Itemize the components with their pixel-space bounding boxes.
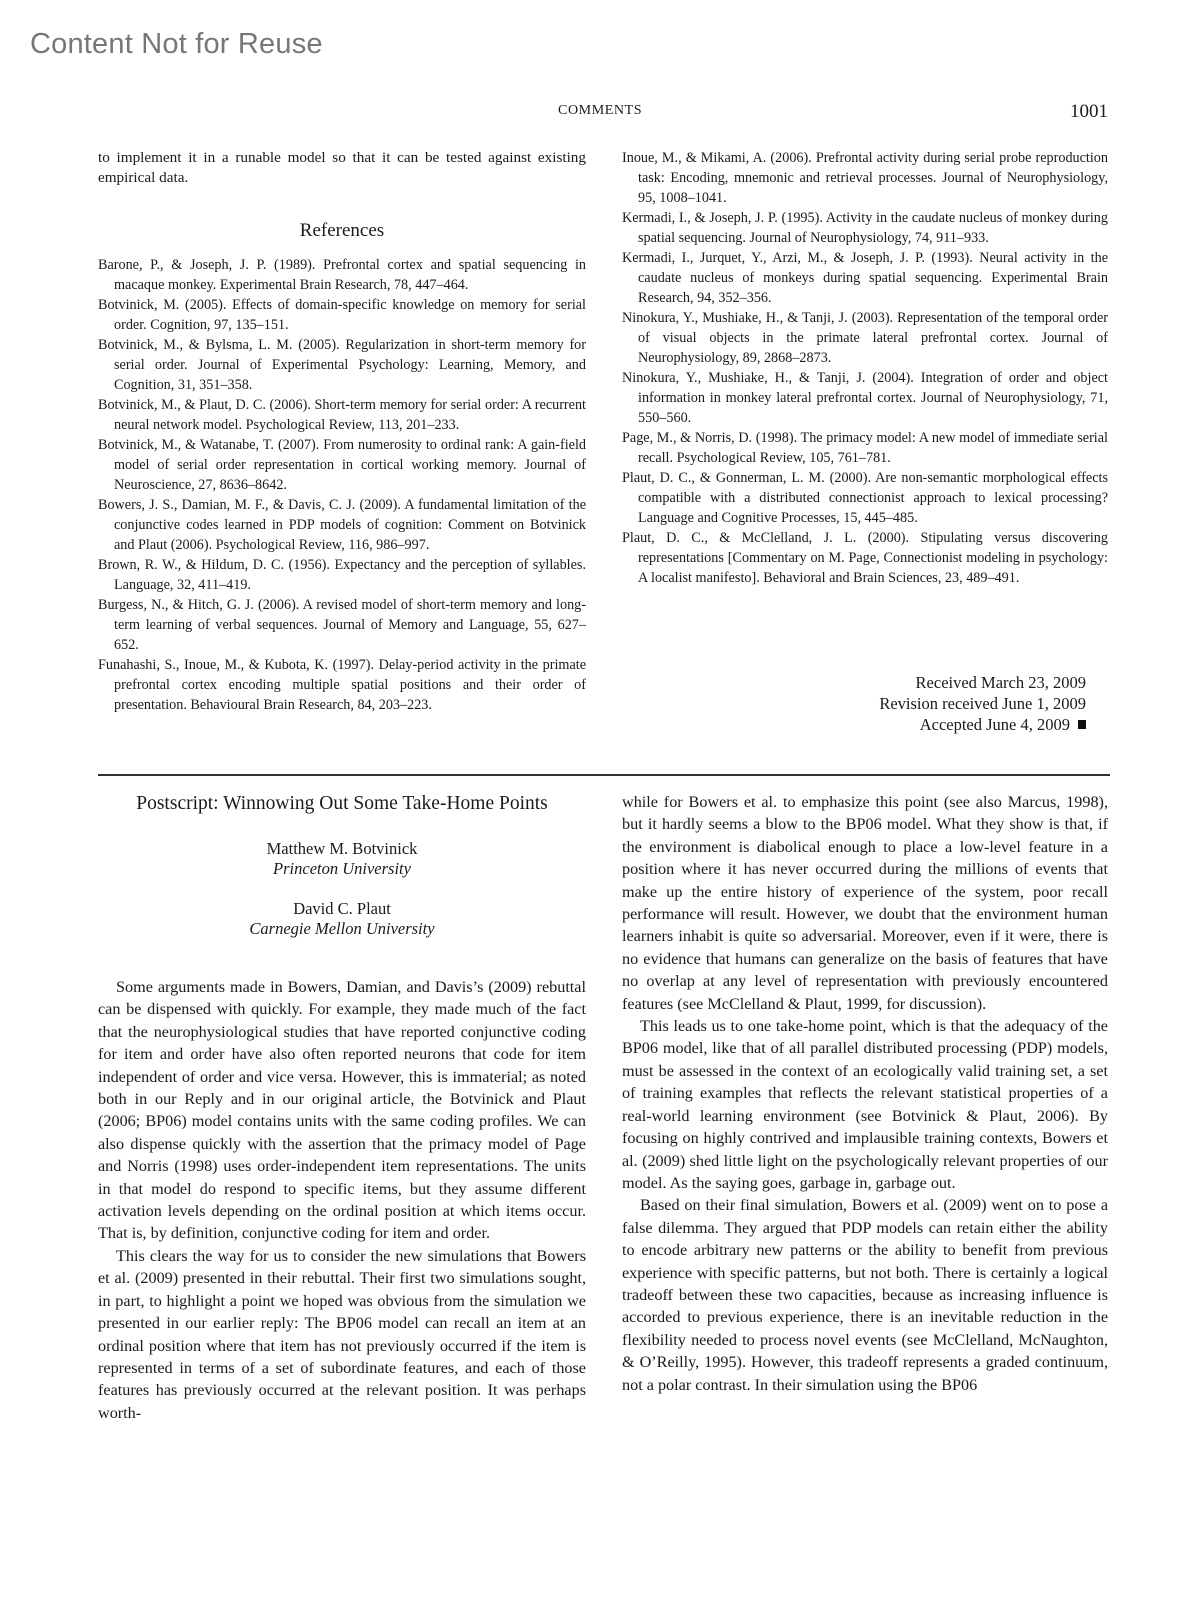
end-mark-icon [1078,720,1086,729]
body-paragraph: This leads us to one take-home point, which is that the adequacy of the BP06 model, like that of all parallel distributed processing (PDP) models, must be assessed in the context of an ecologically valid training set, a set of training examples that reflects the relevant statistical properties of a real-world learning environment (see Botvinick & Plaut, 2006). By focusing on highly contrived and implausible training contexts, Bowers et al. (2009) shed little light on the psychologically relevant properties of our model. As the saying goes, garbage in, garbage out. [622,1017,1108,1192]
postscript-left-column [98,793,586,1424]
received-date: Received March 23, 2009 [915,673,1086,692]
reference-item: Ninokura, Y., Mushiake, H., & Tanji, J. (2003). Representation of the temporal order of visual objects in the primate lateral prefrontal cortex. Journal of Neurophysiology, 89, 2868–2873. [622,310,1108,366]
author-name: Matthew M. Botvinick [266,839,418,858]
postscript-right-column [622,791,1108,1396]
references-list-left [98,255,586,715]
page-number: 1001 [1070,101,1108,122]
running-head: COMMENTS [558,103,643,118]
reference-item: Funahashi, S., Inoue, M., & Kubota, K. (1997). Delay-period activity in the primate prefrontal cortex encoding multiple spatial positions and their order of presentation. Behavioural Brain Research, 84, 203–223. [98,657,586,713]
references-list-right [622,148,1108,588]
reference-item: Botvinick, M., & Bylsma, L. M. (2005). Regularization in short-term memory for serial order. Journal of Experimental Psychology: Learning, Memory, and Cognition, 31, 351–358. [98,337,586,393]
body-paragraph: This clears the way for us to consider the new simulations that Bowers et al. (2009) presented in their rebuttal. Their first two simulations sought, in part, to highlight a point we hoped was obvious from the simulation we presented in our earlier reply: The BP06 model can recall an item at an ordinal position where that item has not previously occurred if the item is represented in terms of a set of subordinate features, and each of those features has previously occurred at the relevant position. It was perhaps worth- [98,1246,586,1422]
reference-item: Botvinick, M., & Plaut, D. C. (2006). Short-term memory for serial order: A recurrent neural network model. Psychological Review, 113, 201–233. [98,397,586,433]
reference-item: Botvinick, M., & Watanabe, T. (2007). From numerosity to ordinal rank: A gain-field model of serial order representation in cortical working memory. Journal of Neuroscience, 27, 8636–8642. [98,437,586,493]
reference-item: Kermadi, I., Jurquet, Y., Arzi, M., & Joseph, J. P. (1993). Neural activity in the caudate nucleus of monkeys during spatial sequencing. Experimental Brain Research, 94, 352–356. [622,250,1108,306]
author-block [98,839,586,879]
reference-item: Page, M., & Norris, D. (1998). The primacy model: A new model of immediate serial recall. Psychological Review, 105, 761–781. [622,430,1108,466]
submission-dates [879,672,1086,735]
author-name: David C. Plaut [293,899,391,918]
left-column-top [98,148,586,715]
watermark: Content Not for Reuse [30,28,323,60]
accepted-line [879,714,1086,735]
body-paragraph: Some arguments made in Bowers, Damian, and Davis’s (2009) rebuttal can be dispensed with quickly. For example, they made much of the fact that the neurophysiological studies that have reported conjunctive coding for item and order have also often reported neurons that code for item independent of order and vice versa. However, this is immaterial; as noted both in our Reply and in our original article, the Botvinick and Plaut (2006; BP06) model contains units with the same coding profiles. We can also dispense quickly with the assertion that the primacy model of Page and Norris (1998) uses order-independent item representations. The units in that model do respond to specific items, but they assume different activation levels depending on the ordinal position at which items occur. That is, by definition, conjunctive coding for item and order. [98,978,586,1243]
reference-item: Ninokura, Y., Mushiake, H., & Tanji, J. (2004). Integration of order and object information in monkey lateral prefrontal cortex. Journal of Neurophysiology, 71, 550–560. [622,370,1108,426]
reference-item: Kermadi, I., & Joseph, J. P. (1995). Activity in the caudate nucleus of monkey during spatial sequencing. Journal of Neurophysiology, 74, 911–933. [622,210,1108,246]
reference-item: Inoue, M., & Mikami, A. (2006). Prefrontal activity during serial probe reproduction task: Encoding, mnemonic and retrieval processes. Journal of Neurophysiology, 95, 1008–1041. [622,150,1108,206]
postscript-title: Postscript: Winnowing Out Some Take-Home Points [136,793,548,814]
reference-item: Plaut, D. C., & McClelland, J. L. (2000). Stipulating versus discovering representations [Commentary on M. Page, Connectionist modeling in psychology: A localist manifesto]. Behavioral and Brain Sciences, 23, 489–491. [622,530,1108,586]
accepted-date: Accepted June 4, 2009 [919,715,1070,734]
body-paragraph: Based on their final simulation, Bowers et al. (2009) went on to pose a false dilemma. They argued that PDP models can retain either the ability to encode arbitrary new patterns or the ability to benefit from previous experience with specific patterns, but not both. There is certainly a logical tradeoff between these two capacities, because as increasing influence is accorded to previous experience, there is an inevitable reduction in the flexibility needed to process novel events (see McClelland, McNaughton, & O’Reilly, 1995). However, this tradeoff represents a graded continuum, not a polar contrast. In their simulation using the BP06 [622,1196,1108,1394]
reference-item: Brown, R. W., & Hildum, D. C. (1956). Expectancy and the perception of syllables. Language, 32, 411–419. [98,557,586,593]
reference-item: Barone, P., & Joseph, J. P. (1989). Prefrontal cortex and spatial sequencing in macaque monkey. Experimental Brain Research, 78, 447–464. [98,257,586,293]
reference-item: Plaut, D. C., & Gonnerman, L. M. (2000). Are non-semantic morphological effects compatible with a distributed connectionist approach to lexical processing? Language and Cognitive Processes, 15, 445–485. [622,470,1108,526]
references-heading: References [299,220,385,241]
revision-date: Revision received June 1, 2009 [879,694,1086,713]
author-affiliation: Carnegie Mellon University [249,919,435,938]
reference-item: Burgess, N., & Hitch, G. J. (2006). A revised model of short-term memory and long-term learning of verbal sequences. Journal of Memory and Language, 55, 627–652. [98,597,586,653]
section-divider [98,774,1110,776]
intro-tail: to implement it in a runable model so that it can be tested against existing empirical data. [98,149,586,186]
reference-item: Botvinick, M. (2005). Effects of domain-specific knowledge on memory for serial order. Cognition, 97, 135–151. [98,297,586,333]
body-paragraph: while for Bowers et al. to emphasize this point (see also Marcus, 1998), but it hardly seems a blow to the BP06 model. What they show is that, if the environment is diabolical enough to place a low-level feature in a position where it has never occurred during the millions of events that make up the entire history of experience of the system, poor recall performance will result. However, we doubt that the environment human learners inhabit is quite so adversarial. Moreover, even if it were, there is no evidence that humans can generalize on the basis of features that have no overlap at any level of representation with previously encountered features (see McClelland & Plaut, 1999, for discussion). [622,793,1108,1013]
reference-item: Bowers, J. S., Damian, M. F., & Davis, C. J. (2009). A fundamental limitation of the conjunctive codes learned in PDP models of cognition: Comment on Botvinick and Plaut (2006). Psychological Review, 116, 986–997. [98,497,586,553]
author-block [98,899,586,939]
author-affiliation: Princeton University [273,859,411,878]
